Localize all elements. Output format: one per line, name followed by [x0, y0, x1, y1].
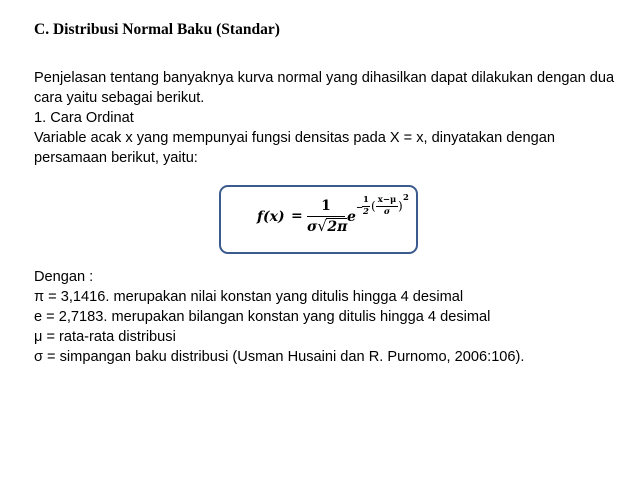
exponent-half: [362, 196, 370, 217]
exponent-power: 2: [403, 193, 409, 203]
exponent-paren-left: (: [371, 199, 376, 213]
formula-sigma: σ: [307, 219, 318, 235]
definition-line: e = 2,7183. merupakan bilangan konstan yang ditulis hingga 4 desimal: [34, 309, 491, 325]
exponent-half-den: 2: [363, 207, 369, 217]
definition-line: Dengan :: [34, 269, 94, 285]
intro-line: Penjelasan tentang banyaknya kurva normal yang dihasilkan dapat dilakukan dengan dua: [34, 70, 615, 86]
intro-line: 1. Cara Ordinat: [34, 110, 134, 126]
exponent-inner-den: σ: [383, 207, 391, 217]
formula-denominator: [307, 217, 348, 235]
formula-numerator: 1: [321, 198, 331, 214]
formula-fraction: [307, 198, 348, 235]
intro-line: cara yaitu sebagai berikut.: [34, 90, 205, 106]
exponent-half-num: 1: [363, 195, 369, 205]
sqrt-symbol: √: [317, 217, 327, 235]
definition-line: μ = rata-rata distribusi: [34, 329, 176, 345]
slide-title: C. Distribusi Normal Baku (Standar): [34, 21, 280, 38]
intro-line: persamaan berikut, yaitu:: [34, 150, 198, 166]
intro-paragraph: [34, 68, 614, 168]
definitions-paragraph: [34, 267, 524, 367]
formula-equals: =: [291, 208, 303, 224]
formula-base-e: e: [347, 209, 356, 225]
exponent-inner-num: x−μ: [377, 195, 397, 205]
exponent-minus: −: [356, 203, 364, 213]
formula-lhs: f(x): [257, 209, 285, 225]
exponent-inner-fraction: [376, 196, 398, 217]
exponent-paren-right: ): [398, 199, 403, 213]
definition-line: π = 3,1416. merupakan nilai konstan yang ditulis hingga 4 desimal: [34, 289, 464, 305]
formula-sqrt: [317, 217, 347, 237]
definition-line: σ = simpangan baku distribusi (Usman Husaini dan R. Purnomo, 2006:106).: [34, 349, 525, 365]
formula-sqrt-content: 2π: [327, 219, 348, 235]
formula-box: [219, 185, 418, 254]
intro-line: Variable acak x yang mempunyai fungsi densitas pada X = x, dinyatakan dengan: [34, 130, 555, 146]
